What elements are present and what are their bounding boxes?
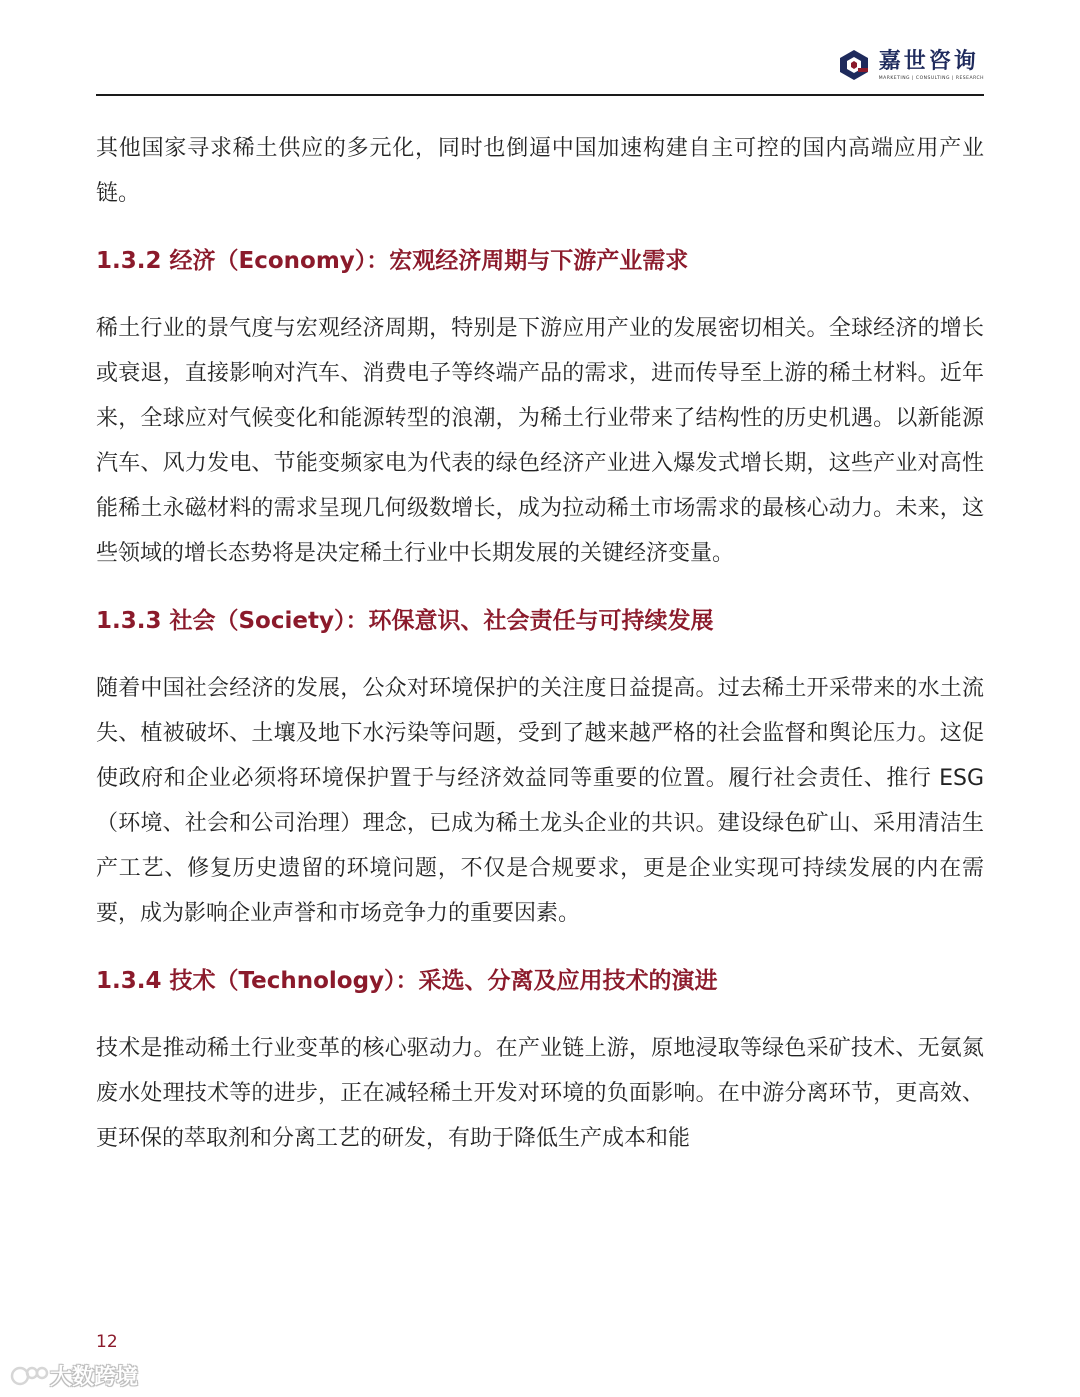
section-heading-technology: 1.3.4 技术（Technology）：采选、分离及应用技术的演进 bbox=[96, 968, 718, 994]
intro-paragraph: 其他国家寻求稀土供应的多元化，同时也倒逼中国加速构建自主可控的国内高端应用产业链。 bbox=[96, 136, 984, 206]
logo-name: 嘉世咨询 bbox=[878, 48, 979, 74]
company-logo bbox=[837, 48, 984, 82]
main-content bbox=[96, 126, 984, 1161]
section-heading-society: 1.3.3 社会（Society）：环保意识、社会责任与可持续发展 bbox=[96, 608, 714, 634]
page-number: 12 bbox=[96, 1332, 118, 1352]
watermark bbox=[10, 1360, 138, 1391]
watermark-logo-icon bbox=[10, 1363, 50, 1389]
section-heading-economy: 1.3.2 经济（Economy）：宏观经济周期与下游产业需求 bbox=[96, 248, 689, 274]
section-body-society: 随着中国社会经济的发展，公众对环境保护的关注度日益提高。过去稀土开采带来的水土流失、植被破坏、土壤及地下水污染等问题，受到了越来越严格的社会监督和舆论压力。这促使政府和企业必须将环境保护置于与经济效益同等重要的位置。履行社会责任、推行 ESG（环境、社会和公司治理）理念，已成为稀土龙头企业的共识。建设绿色矿山、采用清洁生产工艺、修复历史遗留的环境问题，不仅是合规要求，更是企业实现可持续发展的内在需要，成为影响企业声誉和市场竞争力的重要因素。 bbox=[96, 676, 984, 926]
page-header bbox=[96, 40, 984, 96]
watermark-text: 大数跨境 bbox=[50, 1365, 139, 1390]
section-body-technology: 技术是推动稀土行业变革的核心驱动力。在产业链上游，原地浸取等绿色采矿技术、无氨氮废水处理技术等的进步，正在减轻稀土开发对环境的负面影响。在中游分离环节，更高效、更环保的萃取剂和分离工艺的研发，有助于降低生产成本和能 bbox=[96, 1036, 984, 1151]
section-body-economy: 稀土行业的景气度与宏观经济周期，特别是下游应用产业的发展密切相关。全球经济的增长或衰退，直接影响对汽车、消费电子等终端产品的需求，进而传导至上游的稀土材料。近年来，全球应对气候变化和能源转型的浪潮，为稀土行业带来了结构性的历史机遇。以新能源汽车、风力发电、节能变频家电为代表的绿色经济产业进入爆发式增长期，这些产业对高性能稀土永磁材料的需求呈现几何级数增长，成为拉动稀土市场需求的最核心动力。未来，这些领域的增长态势将是决定稀土行业中长期发展的关键经济变量。 bbox=[96, 316, 984, 566]
logo-cube-icon bbox=[837, 48, 871, 82]
header-divider bbox=[96, 94, 984, 96]
logo-tagline: MARKETING | CONSULTING | RESEARCH bbox=[878, 75, 984, 81]
